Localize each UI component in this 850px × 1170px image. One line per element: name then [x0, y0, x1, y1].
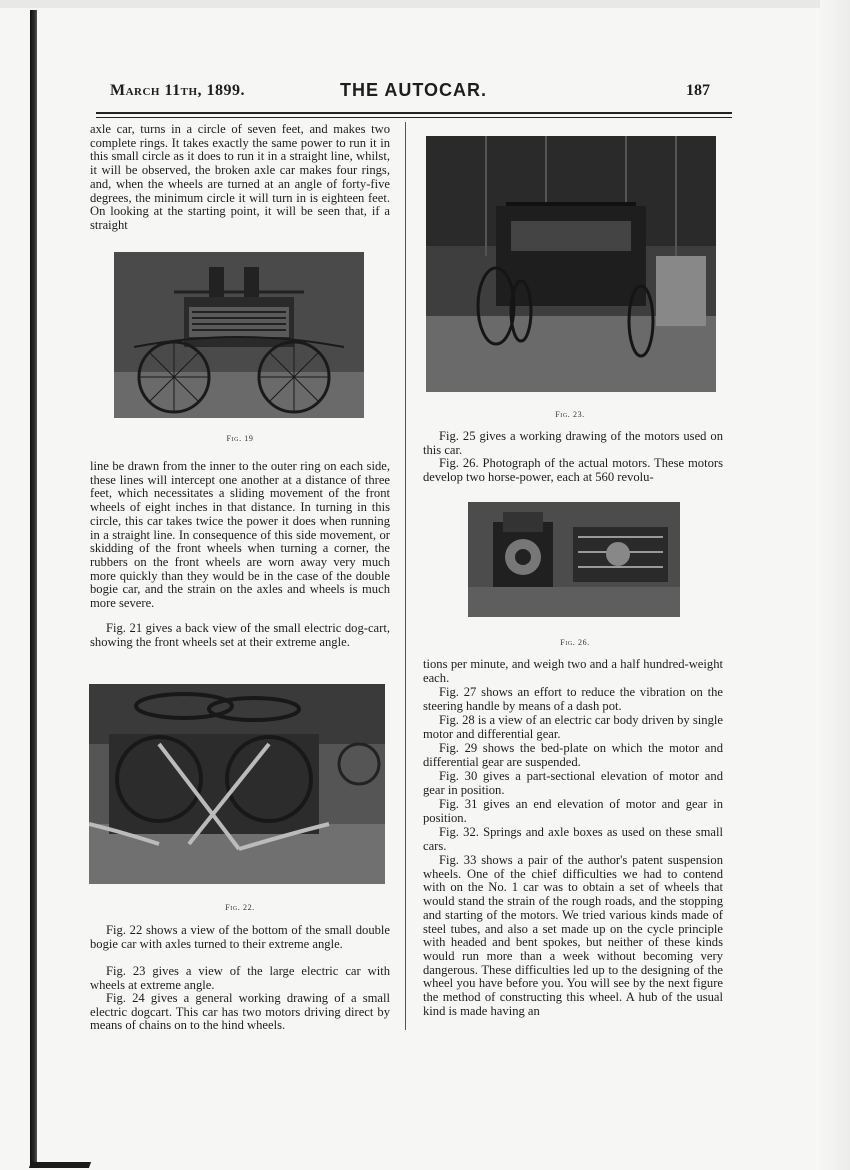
journal-title: THE AUTOCAR.: [340, 80, 487, 100]
right-paragraph-3: tions per minute, and weigh two and a half hundred-weight each.: [423, 657, 723, 685]
figure-26-drawing: [468, 502, 680, 617]
left-paragraph-3: Fig. 21 gives a back view of the small electric dog-cart, showing the front wheels set at their extreme angle.: [90, 621, 390, 649]
issue-date: March 11th, 1899.: [110, 82, 245, 99]
scan-top-edge: [0, 0, 850, 8]
binding-edge: [30, 10, 37, 1168]
figure-26-caption: Fig. 26.: [560, 638, 590, 647]
page-number: 187: [686, 82, 710, 99]
right-paragraph-2: Fig. 26. Photograph of the actual motors. These motors develop two horse-power, each at 560 revolu-: [423, 456, 723, 484]
page-header: [96, 80, 736, 110]
right-paragraph-5: Fig. 28 is a view of an electric car body driven by single motor and differential gear.: [423, 713, 723, 741]
right-paragraph-7: Fig. 30 gives a part-sectional elevation of motor and gear in position.: [423, 769, 723, 797]
right-paragraph-9: Fig. 32. Springs and axle boxes as used on these small cars.: [423, 825, 723, 853]
figure-22-photo: [89, 684, 385, 884]
left-paragraph-5: Fig. 23 gives a view of the large electric car with wheels at extreme angle.: [90, 964, 390, 992]
figure-23-photo: [426, 136, 716, 392]
figure-23-caption: Fig. 23.: [555, 410, 585, 419]
figure-22-caption: Fig. 22.: [225, 903, 255, 912]
column-divider: [405, 122, 406, 1030]
right-paragraph-10: Fig. 33 shows a pair of the author's patent suspension wheels. One of the chief difficulties we had to contend with on the No. 1 car was to obtain a set of wheels that would stand the strain of the rough roads, and the stopping and starting of the motors. We tried various kinds made of steel tubes, and also a set made up on the cycle principle with headed and bent spokes, but neither of these kinds would run more than a week without becoming very dangerous. These difficulties led up to the designing of the wheel you have before you. You will see by the next figure the method of constructing this wheel. A hub of the usual kind is made having an: [423, 853, 723, 1018]
right-paragraph-8: Fig. 31 gives an end elevation of motor and gear in position.: [423, 797, 723, 825]
header-rule-top: [96, 112, 732, 114]
binding-foot: [29, 1162, 91, 1168]
figure-19-photo: [114, 252, 364, 418]
figure-26-photo: [468, 502, 680, 617]
header-rule-bottom: [96, 117, 732, 118]
figure-19-drawing: [114, 252, 364, 418]
left-paragraph-4: Fig. 22 shows a view of the bottom of the small double bogie car with axles turned to their extreme angle.: [90, 923, 390, 951]
figure-19-caption: Fig. 19: [226, 434, 254, 443]
figure-22-drawing: [89, 684, 385, 884]
scan-right-edge: [820, 0, 850, 1170]
right-paragraph-1: Fig. 25 gives a working drawing of the motors used on this car.: [423, 429, 723, 457]
left-paragraph-6: Fig. 24 gives a general working drawing of a small electric dogcart. This car has two motors driving direct by means of chains on to the hind wheels.: [90, 991, 390, 1033]
left-paragraph-2: line be drawn from the inner to the outer ring on each side, these lines will intercept one another at a distance of three feet, which necessitates a sliding movement of the front wheels of eight inches in that distance. In turning in this circle, this car takes twice the power it does when running in a straight line. In consequence of this side movement, or skidding of the front wheels when turning a corner, the rubbers on the front wheels are worn away very much more quickly than they would be in the case of the double bogie car, and the strain on the axles and wheels is much more severe.: [90, 459, 390, 611]
right-paragraph-6: Fig. 29 shows the bed-plate on which the motor and differential gear are suspended.: [423, 741, 723, 769]
left-paragraph-1: axle car, turns in a circle of seven feet, and makes two complete rings. It takes exactly the same power to run it in this small circle as it does to run it in a straight line, whilst, it will be observed, the broken axle car makes four rings, and, when the wheels are turned at an angle of forty-five degrees, the minimum circle it will turn in is eighteen feet. On looking at the starting point, it will be seen that, if a straight: [90, 122, 390, 232]
right-paragraph-4: Fig. 27 shows an effort to reduce the vibration on the steering handle by means of a dash pot.: [423, 685, 723, 713]
figure-23-drawing: [426, 136, 716, 392]
